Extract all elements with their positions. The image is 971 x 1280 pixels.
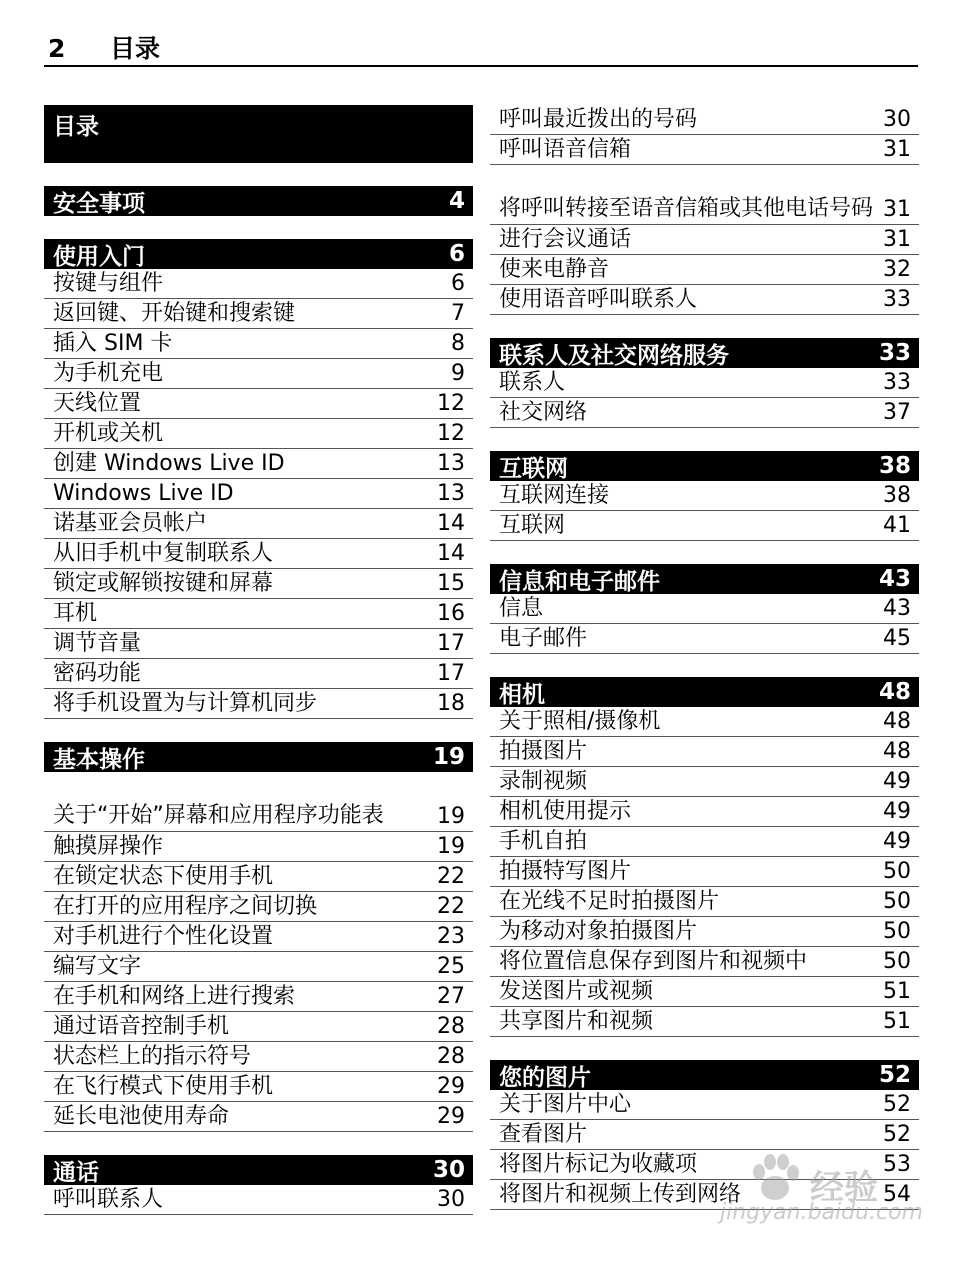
section-page: 52 bbox=[878, 1062, 911, 1088]
entry-page: 18 bbox=[437, 691, 465, 716]
entry-label: 信息 bbox=[499, 596, 544, 621]
entry-label: 关于照相/摄像机 bbox=[499, 709, 661, 734]
entry-page: 51 bbox=[883, 1009, 911, 1034]
section-heading[interactable] bbox=[490, 338, 919, 368]
toc-section bbox=[490, 105, 919, 315]
toc-entry[interactable] bbox=[44, 832, 473, 862]
entry-label: 密码功能 bbox=[53, 661, 142, 686]
entry-label: 开机或关机 bbox=[53, 421, 164, 446]
toc-entry[interactable] bbox=[44, 1072, 473, 1102]
toc-entry[interactable] bbox=[490, 827, 919, 857]
toc-entry[interactable] bbox=[490, 797, 919, 827]
toc-entry[interactable] bbox=[490, 481, 919, 511]
entry-label: 为移动对象拍摄图片 bbox=[499, 919, 698, 944]
toc-entry[interactable] bbox=[490, 917, 919, 947]
toc-entry[interactable] bbox=[44, 689, 473, 719]
toc-entry[interactable] bbox=[490, 105, 919, 135]
entry-page: 48 bbox=[883, 709, 911, 734]
entry-label: 联系人 bbox=[499, 370, 566, 395]
section-title: 通话 bbox=[53, 1159, 99, 1186]
section-title: 目录 bbox=[53, 114, 99, 140]
entry-label: 进行会议通话 bbox=[499, 227, 632, 252]
toc-section bbox=[44, 239, 473, 719]
entry-page: 19 bbox=[437, 804, 465, 829]
entry-page: 43 bbox=[883, 596, 911, 621]
toc-entry[interactable] bbox=[490, 624, 919, 654]
entry-label: 相机使用提示 bbox=[499, 799, 632, 824]
toc-entry[interactable] bbox=[490, 368, 919, 398]
section-title: 您的图片 bbox=[499, 1064, 591, 1091]
entry-page: 51 bbox=[883, 979, 911, 1004]
entry-page: 53 bbox=[883, 1152, 911, 1177]
entry-page: 31 bbox=[883, 227, 911, 252]
toc-section bbox=[44, 742, 473, 1132]
entry-label: 社交网络 bbox=[499, 400, 588, 425]
entry-page: 54 bbox=[883, 1182, 911, 1207]
toc-entry[interactable] bbox=[490, 887, 919, 917]
entry-label: 互联网 bbox=[499, 513, 566, 538]
toc-entry[interactable] bbox=[44, 1042, 473, 1072]
toc-entry[interactable] bbox=[44, 862, 473, 892]
toc-entry[interactable] bbox=[490, 165, 919, 225]
toc-entry[interactable] bbox=[490, 977, 919, 1007]
entry-label: 在光线不足时拍摄图片 bbox=[499, 889, 720, 914]
toc-entry[interactable] bbox=[490, 1090, 919, 1120]
toc-entry[interactable] bbox=[44, 329, 473, 359]
entry-page: 52 bbox=[883, 1092, 911, 1117]
section-title: 基本操作 bbox=[53, 746, 145, 773]
toc-entry[interactable] bbox=[44, 892, 473, 922]
entry-label: 从旧手机中复制联系人 bbox=[53, 541, 274, 566]
section-heading[interactable] bbox=[44, 239, 473, 269]
entry-label: 将呼叫转接至语音信箱或其他电话号码 bbox=[499, 196, 874, 221]
toc-entry[interactable] bbox=[44, 1012, 473, 1042]
toc-entry[interactable] bbox=[44, 952, 473, 982]
entry-page: 37 bbox=[883, 400, 911, 425]
entry-page: 29 bbox=[437, 1104, 465, 1129]
entry-label: 将图片和视频上传到网络 bbox=[499, 1182, 742, 1207]
entry-label: 使用语音呼叫联系人 bbox=[499, 287, 698, 312]
entry-page: 6 bbox=[451, 271, 465, 296]
entry-page: 14 bbox=[437, 511, 465, 536]
entry-page: 19 bbox=[437, 834, 465, 859]
entry-page: 8 bbox=[451, 331, 465, 356]
entry-page: 16 bbox=[437, 601, 465, 626]
entry-page: 13 bbox=[437, 481, 465, 506]
entry-label: 在手机和网络上进行搜索 bbox=[53, 984, 296, 1009]
entry-label: 返回键、开始键和搜索键 bbox=[53, 301, 296, 326]
entry-page: 52 bbox=[883, 1122, 911, 1147]
entry-label: 拍摄图片 bbox=[499, 739, 588, 764]
section-page: 6 bbox=[448, 241, 465, 267]
section-page: 19 bbox=[432, 744, 465, 770]
toc-section bbox=[44, 105, 473, 163]
entry-label: 录制视频 bbox=[499, 769, 588, 794]
entry-page: 29 bbox=[437, 1074, 465, 1099]
entry-label: 将图片标记为收藏项 bbox=[499, 1152, 698, 1177]
entry-label: 将位置信息保存到图片和视频中 bbox=[499, 949, 808, 974]
entry-page: 33 bbox=[883, 370, 911, 395]
entry-label: 关于图片中心 bbox=[499, 1092, 632, 1117]
entry-label: 发送图片或视频 bbox=[499, 979, 654, 1004]
section-heading[interactable] bbox=[490, 564, 919, 594]
entry-page: 12 bbox=[437, 421, 465, 446]
toc-entry[interactable] bbox=[44, 299, 473, 329]
entry-label: 触摸屏操作 bbox=[53, 834, 164, 859]
toc-entry[interactable] bbox=[44, 359, 473, 389]
entry-label: 将手机设置为与计算机同步 bbox=[53, 691, 318, 716]
toc-entry[interactable] bbox=[490, 511, 919, 541]
entry-page: 50 bbox=[883, 859, 911, 884]
toc-section bbox=[490, 564, 919, 654]
entry-label: 使来电静音 bbox=[499, 257, 610, 282]
section-heading[interactable] bbox=[490, 677, 919, 707]
entry-label: 在打开的应用程序之间切换 bbox=[53, 894, 318, 919]
entry-label: 呼叫最近拨出的号码 bbox=[499, 107, 698, 132]
toc-entry[interactable] bbox=[44, 449, 473, 479]
entry-label: 延长电池使用寿命 bbox=[53, 1104, 230, 1129]
section-title: 安全事项 bbox=[53, 190, 145, 217]
section-heading[interactable] bbox=[490, 1060, 919, 1090]
entry-label: 呼叫联系人 bbox=[53, 1187, 164, 1212]
entry-page: 50 bbox=[883, 949, 911, 974]
entry-label: 锁定或解锁按键和屏幕 bbox=[53, 571, 274, 596]
entry-page: 30 bbox=[883, 107, 911, 132]
page-number: 2 bbox=[48, 34, 66, 63]
toc-entry[interactable] bbox=[490, 1007, 919, 1037]
toc-entry[interactable] bbox=[490, 767, 919, 797]
entry-page: 12 bbox=[437, 391, 465, 416]
entry-page: 9 bbox=[451, 361, 465, 386]
entry-page: 49 bbox=[883, 799, 911, 824]
entry-label: 诺基亚会员帐户 bbox=[53, 511, 208, 536]
toc-entry[interactable] bbox=[490, 1150, 919, 1180]
entry-page: 48 bbox=[883, 739, 911, 764]
entry-label: 通过语音控制手机 bbox=[53, 1014, 230, 1039]
toc-entry[interactable] bbox=[44, 772, 473, 832]
toc-section bbox=[44, 1155, 473, 1215]
section-title: 信息和电子邮件 bbox=[499, 568, 660, 595]
toc-entry[interactable] bbox=[44, 659, 473, 689]
toc-entry[interactable] bbox=[490, 1120, 919, 1150]
toc-entry[interactable] bbox=[490, 255, 919, 285]
watermark-url: jingyan.baidu.com bbox=[720, 1200, 924, 1225]
toc-right-column bbox=[490, 105, 919, 1233]
toc-entry[interactable] bbox=[490, 737, 919, 767]
entry-label: 电子邮件 bbox=[499, 626, 588, 651]
entry-label: 编写文字 bbox=[53, 954, 142, 979]
toc-entry[interactable] bbox=[490, 135, 919, 165]
page-title: 目录 bbox=[110, 34, 161, 63]
entry-page: 28 bbox=[437, 1014, 465, 1039]
toc-section bbox=[44, 186, 473, 216]
toc-entry[interactable] bbox=[44, 569, 473, 599]
toc-entry[interactable] bbox=[490, 285, 919, 315]
entry-label: 创建 Windows Live ID bbox=[53, 451, 285, 476]
entry-page: 17 bbox=[437, 631, 465, 656]
entry-page: 30 bbox=[437, 1187, 465, 1212]
entry-page: 7 bbox=[451, 301, 465, 326]
toc-entry[interactable] bbox=[44, 1102, 473, 1132]
entry-label: 在飞行模式下使用手机 bbox=[53, 1074, 274, 1099]
entry-page: 49 bbox=[883, 769, 911, 794]
entry-label: 为手机充电 bbox=[53, 361, 164, 386]
toc-entry[interactable] bbox=[44, 922, 473, 952]
toc-section bbox=[490, 1060, 919, 1210]
entry-label: 共享图片和视频 bbox=[499, 1009, 654, 1034]
toc-entry[interactable] bbox=[44, 599, 473, 629]
section-title: 联系人及社交网络服务 bbox=[499, 342, 729, 369]
toc-entry[interactable] bbox=[44, 419, 473, 449]
entry-page: 28 bbox=[437, 1044, 465, 1069]
section-heading[interactable] bbox=[44, 186, 473, 216]
entry-page: 25 bbox=[437, 954, 465, 979]
toc-entry[interactable] bbox=[44, 389, 473, 419]
entry-page: 15 bbox=[437, 571, 465, 596]
entry-page: 22 bbox=[437, 894, 465, 919]
section-page: 38 bbox=[878, 453, 911, 479]
entry-label: 呼叫语音信箱 bbox=[499, 137, 632, 162]
section-page: 43 bbox=[878, 566, 911, 592]
section-page: 30 bbox=[432, 1157, 465, 1183]
entry-page: 14 bbox=[437, 541, 465, 566]
entry-page: 50 bbox=[883, 889, 911, 914]
entry-label: 对手机进行个性化设置 bbox=[53, 924, 274, 949]
entry-label: 拍摄特写图片 bbox=[499, 859, 632, 884]
section-page: 33 bbox=[878, 340, 911, 366]
section-heading[interactable] bbox=[44, 105, 473, 163]
section-title: 互联网 bbox=[499, 455, 568, 482]
entry-label: 查看图片 bbox=[499, 1122, 588, 1147]
entry-label: 按键与组件 bbox=[53, 271, 164, 296]
entry-page: 17 bbox=[437, 661, 465, 686]
toc-section bbox=[490, 451, 919, 541]
entry-page: 38 bbox=[883, 483, 911, 508]
watermark-text: 经验 bbox=[810, 1168, 878, 1208]
entry-page: 23 bbox=[437, 924, 465, 949]
entry-page: 33 bbox=[883, 287, 911, 312]
toc-entry[interactable] bbox=[490, 594, 919, 624]
section-heading[interactable] bbox=[44, 742, 473, 772]
toc-entry[interactable] bbox=[490, 707, 919, 737]
entry-page: 50 bbox=[883, 919, 911, 944]
entry-page: 45 bbox=[883, 626, 911, 651]
section-title: 使用入门 bbox=[53, 243, 145, 270]
section-title: 相机 bbox=[499, 681, 545, 708]
entry-page: 41 bbox=[883, 513, 911, 538]
toc-entry[interactable] bbox=[490, 857, 919, 887]
toc-left-column bbox=[44, 105, 473, 1238]
entry-page: 31 bbox=[883, 197, 911, 222]
toc-entry[interactable] bbox=[44, 269, 473, 299]
entry-page: 27 bbox=[437, 984, 465, 1009]
entry-label: Windows Live ID bbox=[53, 481, 234, 506]
section-page: 4 bbox=[448, 188, 465, 214]
toc-entry[interactable] bbox=[44, 479, 473, 509]
toc-entry[interactable] bbox=[490, 225, 919, 255]
toc-entry[interactable] bbox=[490, 947, 919, 977]
entry-label: 调节音量 bbox=[53, 631, 142, 656]
entry-label: 互联网连接 bbox=[499, 483, 610, 508]
entry-label: 插入 SIM 卡 bbox=[53, 331, 173, 356]
entry-label: 耳机 bbox=[53, 601, 98, 626]
toc-entry[interactable] bbox=[490, 1180, 919, 1210]
entry-page: 32 bbox=[883, 257, 911, 282]
entry-label: 手机自拍 bbox=[499, 829, 588, 854]
entry-page: 13 bbox=[437, 451, 465, 476]
entry-label: 在锁定状态下使用手机 bbox=[53, 864, 274, 889]
page-header bbox=[44, 32, 918, 67]
toc-entry[interactable] bbox=[44, 539, 473, 569]
toc-entry[interactable] bbox=[44, 629, 473, 659]
toc-section bbox=[490, 677, 919, 1037]
entry-page: 49 bbox=[883, 829, 911, 854]
entry-page: 31 bbox=[883, 137, 911, 162]
entry-page: 22 bbox=[437, 864, 465, 889]
toc-entry[interactable] bbox=[490, 398, 919, 428]
section-heading[interactable] bbox=[490, 451, 919, 481]
toc-entry[interactable] bbox=[44, 1185, 473, 1215]
toc-entry[interactable] bbox=[44, 982, 473, 1012]
entry-label: 状态栏上的指示符号 bbox=[53, 1044, 252, 1069]
section-page: 48 bbox=[878, 679, 911, 705]
section-heading[interactable] bbox=[44, 1155, 473, 1185]
entry-label: 关于“开始”屏幕和应用程序功能表 bbox=[53, 803, 384, 828]
toc-entry[interactable] bbox=[44, 509, 473, 539]
toc-section bbox=[490, 338, 919, 428]
entry-label: 天线位置 bbox=[53, 391, 142, 416]
